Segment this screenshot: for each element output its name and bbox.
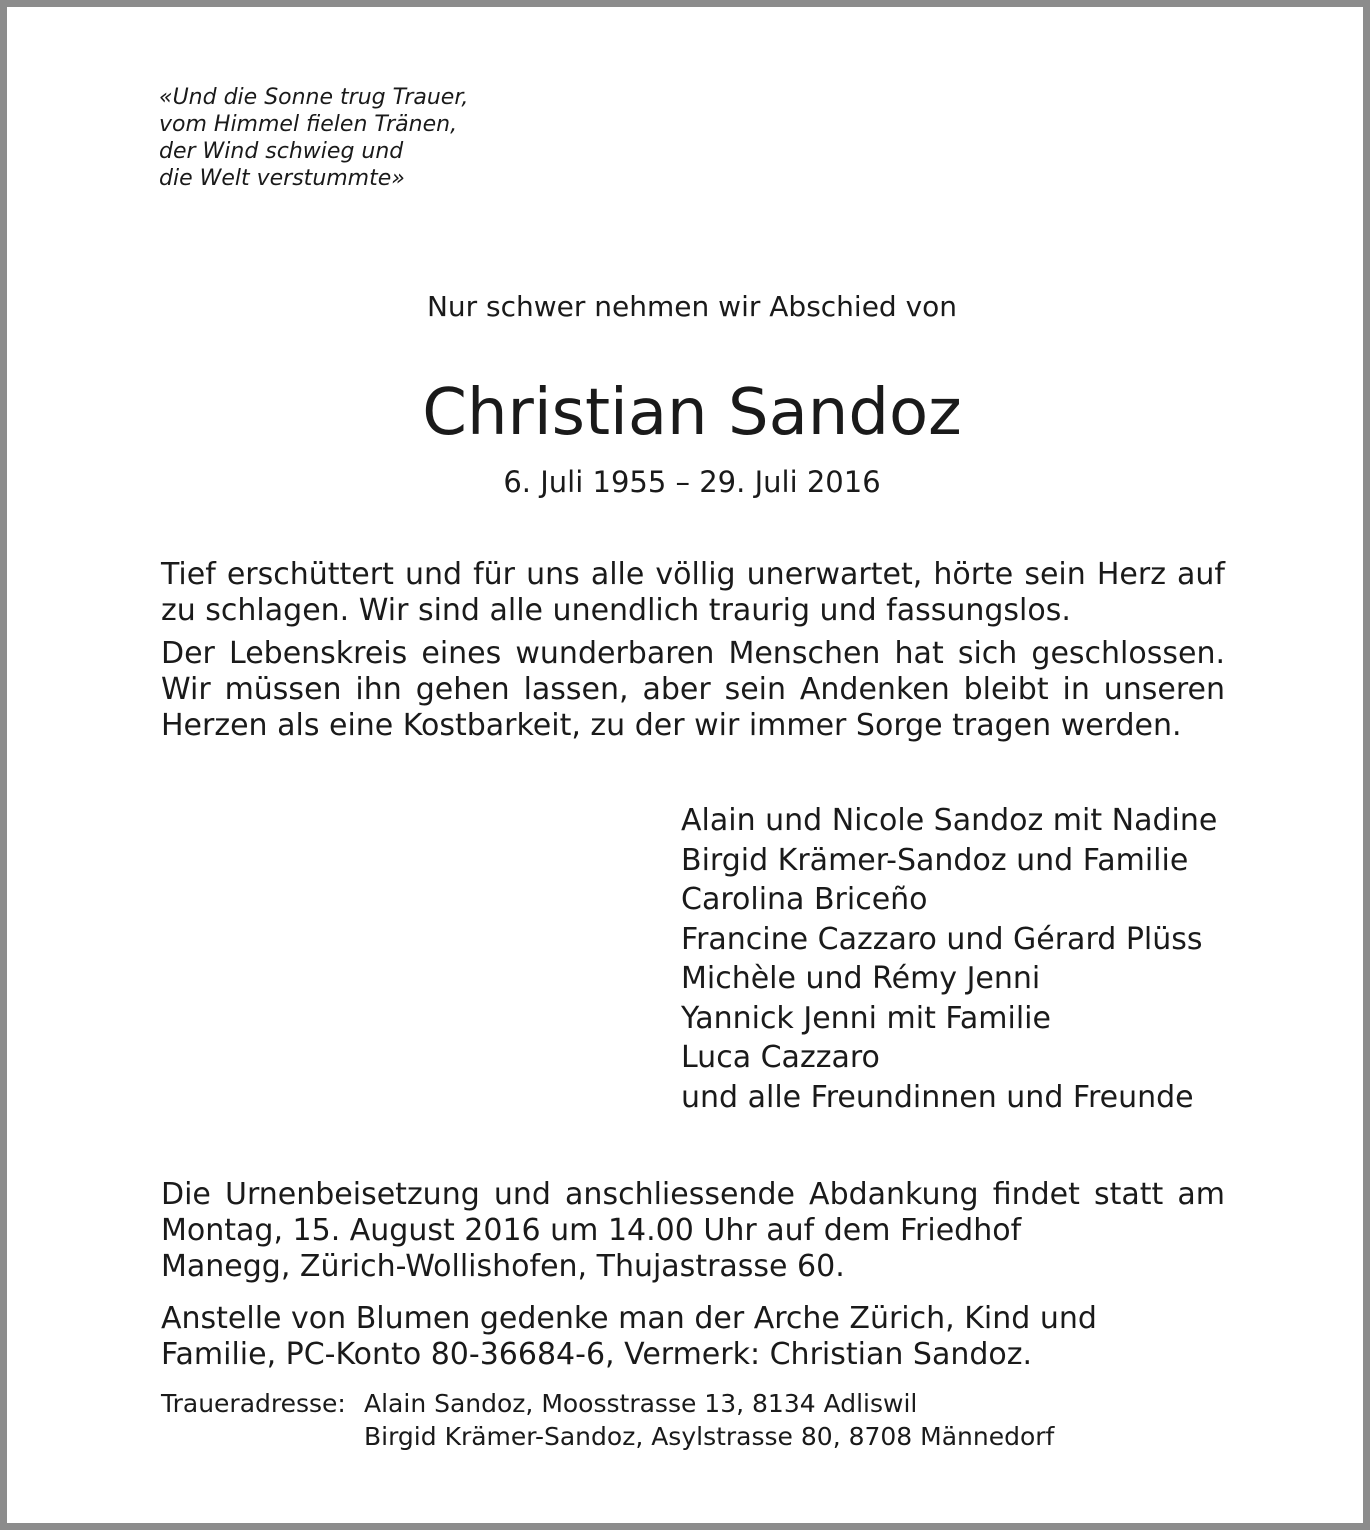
paragraph-funeral-details [161, 1177, 1225, 1285]
poem-line: der Wind schwieg und [159, 139, 404, 164]
address-line: Alain Sandoz, Moosstrasse 13, 8134 Adliswil [364, 1389, 918, 1418]
paragraph-line: Montag, 15. August 2016 um 14.00 Uhr auf dem Friedhof [161, 1213, 1022, 1248]
paragraph-line: Der Lebenskreis eines wunderbaren Menschen hat sich geschlossen. [161, 636, 1225, 671]
address-label: Traueradresse: [161, 1389, 346, 1418]
mourner-name: Birgid Krämer-Sandoz und Familie [681, 842, 1189, 878]
mourner-name: Luca Cazzaro [681, 1040, 880, 1075]
mourner-name: Francine Cazzaro und Gérard Plüss [681, 921, 1203, 957]
mourner-name: Alain und Nicole Sandoz mit Nadine [681, 803, 1218, 838]
paragraph-line: Herzen als eine Kostbarkeit, zu der wir immer Sorge tragen werden. [161, 708, 1182, 743]
life-dates: 6. Juli 1955 – 29. Juli 2016 [503, 465, 881, 499]
poem-line: die Welt verstummte» [159, 166, 405, 191]
poem-line: vom Himmel fielen Tränen, [159, 112, 458, 137]
paragraph-line: Die Urnenbeisetzung und anschliessende Abdankung findet statt am [161, 1177, 1225, 1212]
paragraph-donation [161, 1301, 1225, 1373]
deceased-name: Christian Sandoz [422, 376, 962, 450]
paragraph-line: Tief erschüttert und für uns alle völlig unerwartet, hörte sein Herz auf [161, 557, 1225, 592]
paragraph-line: zu schlagen. Wir sind alle unendlich traurig und fassungslos. [161, 593, 1071, 628]
mourning-address [161, 1387, 1054, 1453]
intro-line: Nur schwer nehmen wir Abschied von [426, 290, 958, 323]
mourners-list [681, 801, 1217, 1117]
paragraph-line: Anstelle von Blumen gedenke man der Arche Zürich, Kind und [161, 1301, 1097, 1336]
paragraph-condolence [161, 557, 1225, 629]
paragraph-remembrance [161, 636, 1225, 744]
mourner-name: und alle Freundinnen und Freunde [681, 1079, 1194, 1115]
poem-quote [159, 84, 468, 192]
mourner-name: Yannick Jenni mit Familie [681, 1000, 1051, 1036]
poem-line: «Und die Sonne trug Trauer, [159, 85, 469, 110]
mourner-name: Michèle und Rémy Jenni [681, 961, 1041, 996]
address-line: Birgid Krämer-Sandoz, Asylstrasse 80, 8708 Männedorf [364, 1422, 1055, 1451]
paragraph-line: Wir müssen ihn gehen lassen, aber sein Andenken bleibt in unseren [161, 672, 1225, 707]
paragraph-line: Manegg, Zürich-Wollishofen, Thujastrasse 60. [161, 1249, 845, 1284]
paragraph-line: Familie, PC-Konto 80-36684-6, Vermerk: Christian Sandoz. [161, 1337, 1033, 1372]
mourner-name: Carolina Briceño [681, 882, 928, 917]
